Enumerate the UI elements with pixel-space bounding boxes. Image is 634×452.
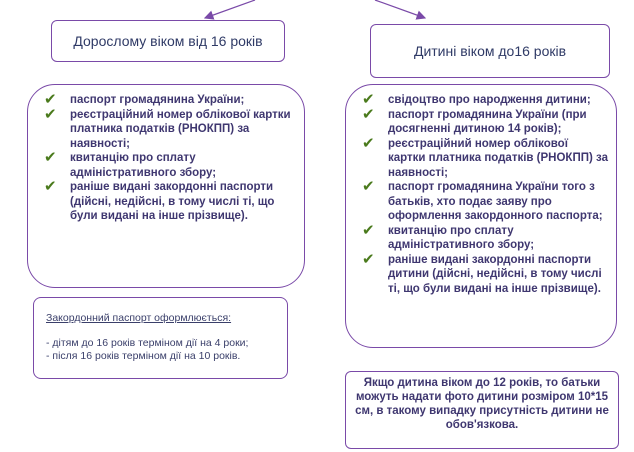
header-adult-label: Дорослому віком від 16 років <box>73 33 263 49</box>
arrow-left <box>205 0 255 18</box>
list-item: ✔ паспорт громадянина України (при досягненні дитиною 14 років); <box>362 105 587 135</box>
passport-validity-note <box>33 297 288 379</box>
list-item: ✔ паспорт громадянина України; <box>44 91 245 108</box>
note-title: Закордонний паспорт оформлюється: <box>46 312 232 324</box>
header-child <box>370 24 610 78</box>
checkmark-icon: ✔ <box>44 105 57 123</box>
checkmark-icon: ✔ <box>44 149 57 166</box>
list-item: ✔ квитанцію про сплату адміністративного збору; <box>44 149 217 179</box>
checkmark-icon: ✔ <box>362 178 375 195</box>
checkmark-icon: ✔ <box>362 105 375 123</box>
note-line-adults: - після 16 років терміном дії на 10 років. <box>46 350 241 362</box>
note-line-children: - дітям до 16 років терміном дії на 4 роки; <box>46 337 249 349</box>
checkmark-icon: ✔ <box>362 250 375 268</box>
arrow-right <box>375 0 425 18</box>
checkmark-icon: ✔ <box>44 178 57 195</box>
list-item: ✔ раніше видані закордонні паспорти дитини (дійсні, недійсні, в тому числі ті, що були видані на інше прізвище). <box>362 250 602 295</box>
list-item: ✔ свідоцтво про народження дитини; <box>362 91 591 108</box>
child-photo-note <box>345 371 619 449</box>
list-item: ✔ раніше видані закордонні паспорти (дійсні, недійсні, в тому числі ті, що були видані на інше прізвище). <box>44 178 275 222</box>
list-item: ✔ квитанцію про сплату адміністративного збору; <box>362 221 535 251</box>
adult-documents-list <box>27 84 305 288</box>
checkmark-icon: ✔ <box>362 221 375 239</box>
checkmark-icon: ✔ <box>362 134 375 152</box>
list-item: ✔ реєстраційний номер облікової картки платника податків (РНОКПП) за наявності; <box>44 105 291 150</box>
list-item: ✔ реєстраційний номер облікової картки платника податків (РНОКПП) за наявності; <box>362 134 608 179</box>
checkmark-icon: ✔ <box>362 91 375 108</box>
header-adult <box>51 20 285 62</box>
child-documents-list <box>345 84 617 348</box>
checkmark-icon: ✔ <box>44 91 57 108</box>
list-item: ✔ паспорт громадянина України того з батьків, хто подає заяву про оформлення закордонного паспорта; <box>362 178 603 222</box>
child-photo-note-text: Якщо дитина віком до 12 років, то батьки можуть надати фото дитини розміром 10*15 см, в такому випадку присутність дитини не обов'язкова. <box>355 377 609 431</box>
header-child-label: Дитині віком до16 років <box>413 43 567 59</box>
